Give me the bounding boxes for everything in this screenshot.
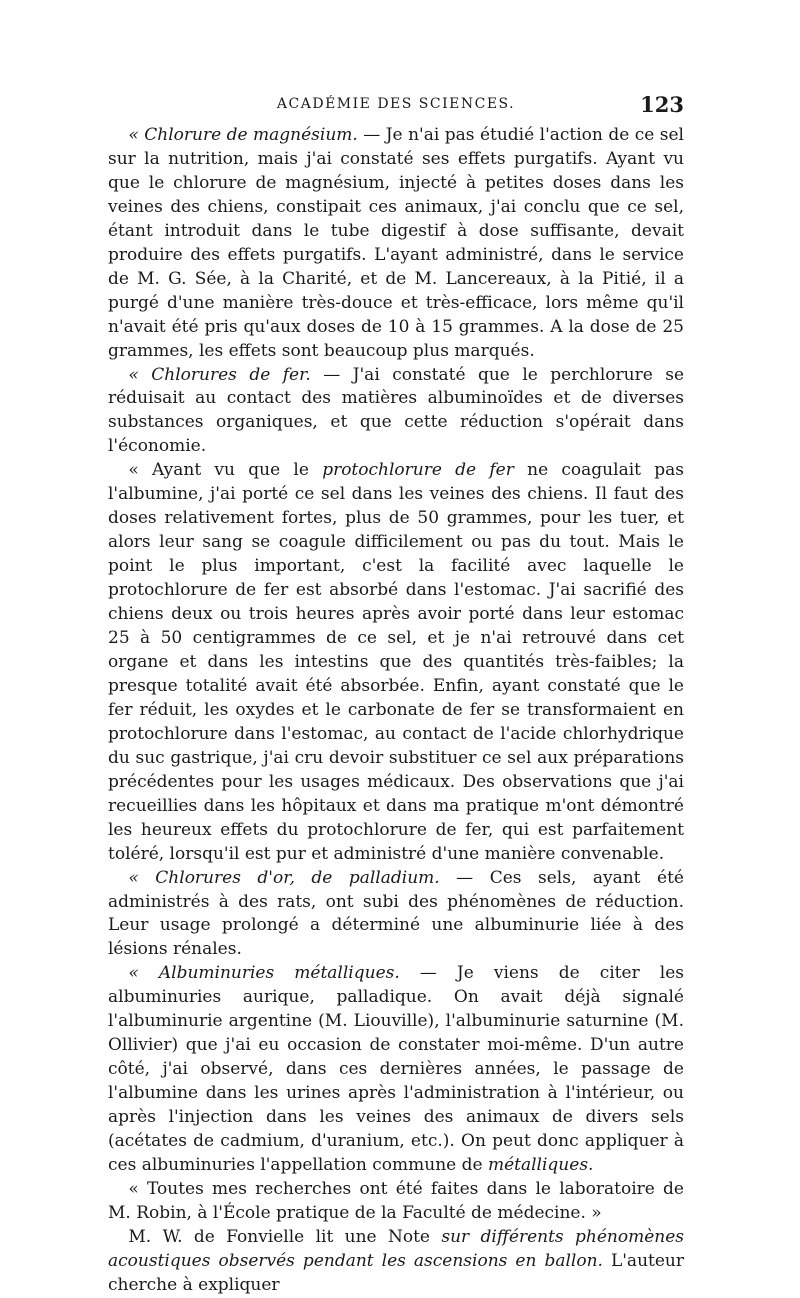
paragraph-pre: M. W. de Fonvielle lit une Note [128,1226,442,1247]
paragraph-text: — Je viens de citer les albuminuries aurique, palladique. On avait déjà signalé l'albuminurie argentine (M. Liouville), l'albuminurie saturnine (M. Ollivier) que j'ai eu occasion de constater moi-même. D'un autre côté, j'ai observé, dans ces dernières années, le passage de l'albumine dans les urines après l'administration à l'intérieur, ou après l'injection dans les veines des animaux de divers sels (acétates de cadmium, d'uranium, etc.). On peut donc appliquer à ces albuminuries l'appellation commune de [108,963,684,1175]
paragraph-lead: « Chlorures d'or, de palladium. [128,867,440,888]
paragraph-chlorures-fer [108,364,684,460]
paragraph-lead: « Albuminuries métalliques. [128,963,400,984]
paragraph-lead: « Chlorures de fer. [128,364,311,385]
body-text [108,124,684,1298]
paragraph-end: . [588,1154,594,1175]
paragraph-chlorures-or [108,867,684,963]
paragraph-text: — Ces sels, ayant été administrés à des rats, ont subi des phénomènes de réduction. Leur usage prolongé a déterminé une albuminurie liée à des lésions rénales. [108,867,684,960]
paragraph-pre: « Ayant vu que le [128,460,323,481]
paragraph-chlorure-magnesium [108,124,684,364]
paragraph-italic: sur différents phénomènes acoustiques observés pendant les ascensions en ballon. [108,1226,684,1271]
paragraph-text: — Je n'ai pas étudié l'action de ce sel sur la nutrition, mais j'ai constaté ses effets purgatifs. Ayant vu que le chlorure de magnésium, injecté à petites doses dans les veines des chiens, constipait ces animaux, j'ai conclu que ce sel, étant introduit dans le tube digestif à dose suffisante, devait produire des effets purgatifs. L'ayant administré, dans le service de M. G. Sée, à la Charité, et de M. Lancereaux, à la Pitié, il a purgé d'une manière très-douce et très-efficace, lors même qu'il n'avait été pris qu'aux doses de 10 à 15 grammes. A la dose de 25 grammes, les effets sont beaucoup plus marqués. [108,125,684,361]
paragraph-text: — J'ai constaté que le perchlorure se réduisait au contact des matières albuminoïdes et de diverses substances organiques, et que cette réduction s'opérait dans l'économie. [108,364,685,457]
paragraph-lead: « Chlorure de magnésium. [128,125,358,145]
paragraph-italic: métalliques [487,1154,589,1175]
paragraph-albuminuries [108,962,684,1178]
paragraph-fonvielle [108,1226,684,1298]
paragraph-text: « Toutes mes recherches ont été faites dans le laboratoire de M. Robin, à l'École pratique de la Faculté de médecine. » [108,1178,684,1223]
paragraph-italic: protochlorure de fer [322,460,514,481]
paragraph-protochlorure [108,459,684,866]
paragraph-text: L'auteur cherche à expliquer [108,1250,684,1295]
paragraph-recherches [108,1178,684,1226]
page-number: 123 [640,92,684,117]
running-title: ACADÉMIE DES SCIENCES. [276,96,516,112]
page-header [108,92,684,124]
paragraph-text: ne coagulait pas l'albumine, j'ai porté ce sel dans les veines des chiens. Il faut des doses relativement fortes, plus de 50 grammes, pour les tuer, et alors leur sang se coagule difficilement ou pas du tout. Mais le point le plus important, c'est la facilité avec laquelle le protochlorure de fer est absorbé dans l'estomac. J'ai sacrifié des chiens deux ou trois heures après avoir porté dans leur estomac 25 à 50 centigrammes de ce sel, et je n'ai retrouvé dans cet organe et dans les intestins que des quantités très-faibles; la presque totalité avait été absorbée. Enfin, ayant constaté que le fer réduit, les oxydes et le carbonate de fer se transformaient en protochlorure dans l'estomac, au contact de l'acide chlorhydrique du suc gastrique, j'ai cru devoir substituer ce sel aux préparations précédentes pour les usages médicaux. Des observations que j'ai recueillies dans les hôpitaux et dans ma pratique m'ont démontré les heureux effets du protochlorure de fer, qui est parfaitement toléré, lorsqu'il est pur et administré d'une manière convenable. [108,460,684,864]
